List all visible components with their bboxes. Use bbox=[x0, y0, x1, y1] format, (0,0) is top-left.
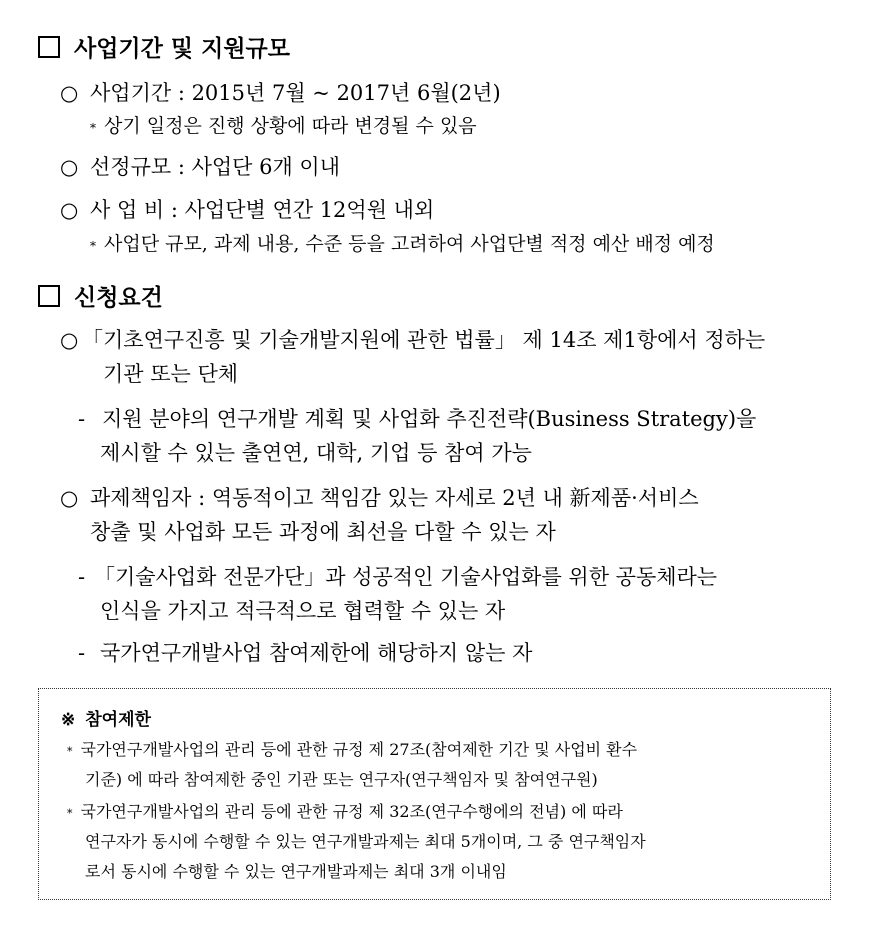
note-title: 참여제한 bbox=[85, 710, 151, 730]
item-text: 사업단 규모, 과제 내용, 수준 등을 고려하여 사업단별 적정 예산 배정 예정 bbox=[104, 233, 715, 255]
asterisk-icon: * bbox=[90, 239, 96, 253]
item-text: 국가연구개발사업의 관리 등에 관한 규정 제 27조(참여제한 기간 및 사업비 환수 bbox=[80, 740, 638, 759]
dash-bullet-icon: - bbox=[78, 407, 86, 431]
section-title: 신청요건 bbox=[74, 284, 163, 311]
list-item bbox=[60, 194, 434, 224]
item-text: 사업기간 : 2015년 7월 ~ 2017년 6월(2년) bbox=[90, 81, 501, 105]
list-item bbox=[78, 561, 717, 591]
asterisk-icon: * bbox=[90, 121, 96, 135]
item-text: 지원 분야의 연구개발 계획 및 사업화 추진전략(Business Strategy)을 bbox=[102, 407, 757, 431]
section-title: 사업기간 및 지원규모 bbox=[74, 35, 290, 62]
circle-bullet-icon: ○ bbox=[60, 155, 79, 179]
reference-mark-icon: ※ bbox=[61, 710, 76, 730]
item-text: 「기초연구진흥 및 기술개발지원에 관한 법률」 제 14조 제1항에서 정하는 bbox=[82, 328, 766, 352]
list-item bbox=[60, 151, 340, 181]
item-continuation: 제시할 수 있는 출연연, 대학, 기업 등 참여 가능 bbox=[100, 441, 532, 465]
circle-bullet-icon: ○ bbox=[60, 486, 79, 510]
note-heading bbox=[61, 705, 151, 730]
list-item bbox=[78, 637, 532, 667]
note-item bbox=[67, 799, 623, 822]
item-text: 선정규모 : 사업단 6개 이내 bbox=[90, 155, 340, 179]
item-continuation: 로서 동시에 수행할 수 있는 연구개발과제는 최대 3개 이내임 bbox=[85, 862, 507, 881]
checkbox-square-icon bbox=[38, 285, 60, 307]
checkbox-square-icon bbox=[38, 36, 60, 58]
circle-bullet-icon: ○ bbox=[60, 328, 79, 352]
item-continuation: 인식을 가지고 적극적으로 협력할 수 있는 자 bbox=[100, 599, 506, 623]
section-heading-requirements bbox=[38, 279, 163, 312]
item-continuation: 기관 또는 단체 bbox=[103, 362, 239, 386]
item-text: 국가연구개발사업의 관리 등에 관한 규정 제 32조(연구수행에의 전념) 에 따라 bbox=[80, 802, 623, 821]
item-text: 국가연구개발사업 참여제한에 해당하지 않는 자 bbox=[100, 641, 533, 665]
asterisk-icon: * bbox=[67, 745, 73, 758]
circle-bullet-icon: ○ bbox=[60, 198, 79, 222]
item-text: 상기 일정은 진행 상황에 따라 변경될 수 있음 bbox=[104, 115, 477, 137]
dash-bullet-icon: - bbox=[78, 641, 86, 665]
item-text: 「기술사업화 전문가단」과 성공적인 기술사업화를 위한 공동체라는 bbox=[94, 565, 718, 589]
restriction-note-box bbox=[38, 688, 831, 900]
list-item bbox=[78, 403, 756, 433]
note-item bbox=[67, 737, 637, 760]
asterisk-icon: * bbox=[67, 807, 73, 820]
note-item bbox=[90, 111, 477, 138]
list-item bbox=[60, 482, 699, 512]
item-text: 과제책임자 : 역동적이고 책임감 있는 자세로 2년 내 新제품·서비스 bbox=[90, 486, 699, 510]
dash-bullet-icon: - bbox=[78, 565, 86, 589]
section-heading-period bbox=[38, 30, 290, 63]
note-item bbox=[90, 229, 715, 256]
item-continuation: 연구자가 동시에 수행할 수 있는 연구개발과제는 최대 5개이며, 그 중 연구책임자 bbox=[85, 832, 646, 851]
list-item bbox=[60, 77, 501, 107]
item-text: 사 업 비 : 사업단별 연간 12억원 내외 bbox=[90, 198, 435, 222]
item-continuation: 기준) 에 따라 참여제한 중인 기관 또는 연구자(연구책임자 및 참여연구원) bbox=[85, 770, 598, 789]
item-continuation: 창출 및 사업화 모든 과정에 최선을 다할 수 있는 자 bbox=[90, 520, 556, 544]
circle-bullet-icon: ○ bbox=[60, 81, 79, 105]
list-item bbox=[60, 324, 765, 354]
